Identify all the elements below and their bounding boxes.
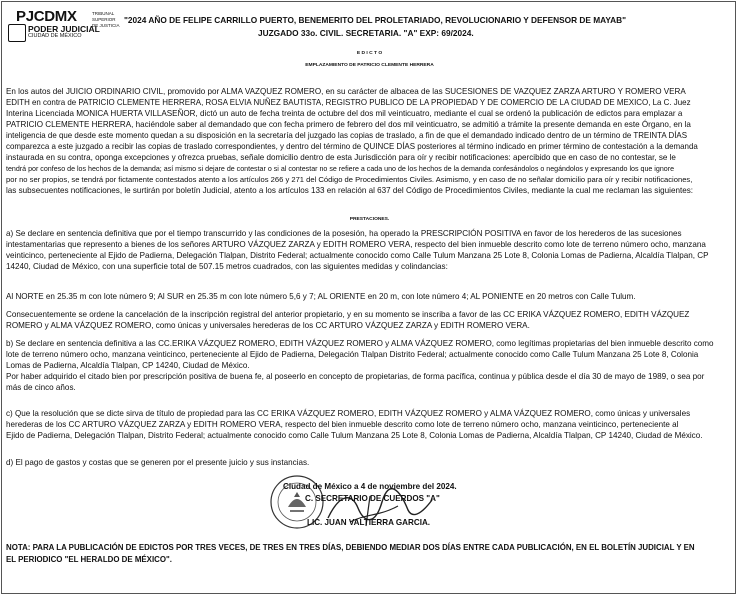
body-line: las subsecuentes notificaciones, le surtirán por boletín Judicial, atento a los artículos 133 en relación al 637 del Código de Procedimientos Civiles, mediante la cual me reclaman las siguientes: (6, 186, 694, 195)
para-b-line: b) Se declare en sentencia definitiva a las CC.ERIKA VÁZQUEZ ROMERO, EDITH VÁZQUEZ ROMERO y ALMA VÁZQUEZ ROMERO, como legítimas propietarias del bien inmueble descrito como (6, 339, 714, 348)
body-line: instaurada en su contra, oponga excepciones y ofrezca pruebas, señale domicilio dentro de esta Jurisdicción para oír y recibir notificaciones: apercibido que en caso de no contestar, se le (6, 153, 676, 162)
nota-line: NOTA: PARA LA PUBLICACIÓN DE EDICTOS POR TRES VECES, DE TRES EN TRES DÍAS, DEBIENDO MEDIAR DOS DÍAS ENTRE CADA PUBLICACIÓN, EN EL BOLETÍN JUDICIAL Y EN (6, 543, 695, 552)
para-c-line: c) Que la resolución que se dicte sirva de título de propiedad para las CC ERIKA VÁZQUEZ ROMERO, EDITH VÁZQUEZ ROMERO y ALMA VÁZQUEZ ROMERO, como únicas y universales (6, 409, 691, 418)
medidas-line: Al NORTE en 25.35 m con lote número 9; Al SUR en 25.35 m con lote número 5,6 y 7; AL ORIENTE en 20 m, con lote número 4; AL PONIENTE en 20 metros con Calle Tulum. (6, 292, 636, 301)
body-line: En los autos del JUICIO ORDINARIO CIVIL, promovido por ALMA VAZQUEZ ROMERO, en su carácter de albacea de las SUCESIONES DE VAZQUEZ ZARZA ARTURO Y ROMERO VERA (6, 87, 686, 96)
emplazamiento-title: EMPLAZAMIENTO DE PATRICIO CLEMENTE HERRERA (305, 63, 434, 68)
para-c-line: Ejido de Padierna, Delegación Tlalpan, Distrito Federal; actualmente conocido como Calle Tulum Manzana 25 Lote 8, Colonia Lomas de Padierna, Alcaldía Tlalpan, CP 14240, Ciudad de México. (6, 431, 703, 440)
para-d-line: d) El pago de gastos y costas que se generen por el presente juicio y sus instancias. (6, 458, 310, 467)
body-line: Interina Licenciada MONICA HUERTA VILLASEÑOR, dictó un auto de fecha treinta de octubre del dos mil veinticuatro, mediante el cual se ordenó la publicación de edictos para emplazar a (6, 109, 683, 118)
signature-date: Ciudad de México a 4 de noviembre del 2024. (283, 482, 457, 491)
body-line: EDITH en contra de PATRICIO CLEMENTE HERRERA, ROSA ELVIA NUÑEZ BAUTISTA, REGISTRO PUBLICO DE LA PROPIEDAD Y DE COMERCIO DE LA CIUDAD DE MEXICO, La C. Juez (6, 98, 691, 107)
pjcdmx-logo (6, 8, 118, 42)
logo-text: PJCDMX (16, 8, 77, 25)
consecuente-line: Consecuentemente se ordene la cancelación de la inscripción registral del anterior propietario, y en su momento se inscriba a favor de las CC ERIKA VÁZQUEZ ROMERO, EDITH VÁZQUEZ (6, 310, 690, 319)
prestaciones-title: PRESTACIONES. (349, 217, 390, 222)
logo-small-text: CIUDAD DE MÉXICO (28, 33, 82, 39)
body-line: por no ser propios, se tendrá por fictamente contestados atento a los artículos 266 y 271 del Código de Procedimientos Civiles. Asimismo, y en caso de no señalar domicilio para oír y recibir notificaciones, (6, 175, 693, 184)
year-motto: "2024 AÑO DE FELIPE CARRILLO PUERTO, BENEMERITO DEL PROLETARIADO, REVOLUCIONARIO Y DEFENSOR DE MAYAB" (124, 15, 627, 25)
para-a-line: 14240, Ciudad de México, con una superficie total de 507.15 metros cuadrados, con las siguientes medidas y colindancias: (6, 262, 448, 271)
para-c-line: herederas de los CC ARTURO VÁZQUEZ ZARZA y EDITH ROMERO VERA, respecto del bien inmueble descrito como lote de terreno número ocho, manzana veinticinco, perteneciente al (6, 420, 679, 429)
body-line: tendrá por confeso de los hechos de la demanda; así mismo si dejare de contestar o si al contestar no se refiere a cada uno de los hechos de la demanda confesándolos o negándolos y expresando los que ignore (6, 165, 675, 173)
court-emblem-icon (8, 24, 26, 42)
para-a-line: intestamentarias que represento a bienes de los señores ARTURO VÁZQUEZ ZARZA y EDITH ROMERO VERA, respecto del bien inmueble descrito como lote de terreno número ocho, manzana (6, 240, 706, 249)
court-line: JUZGADO 33o. CIVIL. SECRETARIA. "A" EXP: 69/2024. (258, 28, 474, 38)
consecuente-line: ROMERO y ALMA VÁZQUEZ ROMERO, como únicas y universales herederas de los CC ARTURO VÁZQUEZ ZARZA y EDITH ROMERO VERA. (6, 321, 530, 330)
para-b-line: Lomas de Padierna, Alcaldía Tlalpan, CP 14240, Ciudad de México. (6, 361, 250, 370)
body-line: inteligencia de que desde este momento quedan a su disposición en la secretaría del juzgado las copias de traslado, a fin de que el demandado indicado dentro de un término de TREINTA DÍAS (6, 131, 687, 140)
para-a-line: veinticinco, perteneciente al Ejido de Padierna, Delegación Tlalpan, Distrito Federal; actualmente conocido como Calle Tulum Manzana 25 Lote 8, Colonia Lomas de Padierna, Alcaldía Tlalpan, CP (6, 251, 709, 260)
logo-subtitle: PODER JUDICIAL (28, 24, 100, 34)
nota-line: EL PERIODICO "EL HERALDO DE MÉXICO". (6, 555, 172, 564)
signature-secretary: C. SECRETARIO DE CUERDOS "A" (305, 494, 440, 503)
body-line: comparezca a este juzgado a recibir las copias de traslado correspondientes, y dentro del término de QUINCE DÍAS posteriores al término indicado en primer término de contestación a la demanda (6, 142, 698, 151)
logo-tribunal-text: TRIBUNAL SUPERIOR DE JUSTICIA (92, 11, 120, 28)
para-a-line: a) Se declare en sentencia definitiva que por el tiempo transcurrido y las condiciones de la posesión, ha operado la PRESCRIPCIÓN POSITIVA en favor de los herederos de las sucesiones (6, 229, 682, 238)
para-b-line: lote de terreno número ocho, manzana veinticinco, perteneciente al Ejido de Padierna, Delegación Tlalpan Distrito Federal; actualmente conocido como Calle Tulum Manzana 25 Lote 8, Colonia (6, 350, 699, 359)
edicto-title: E D I C T O (356, 51, 383, 56)
signature-name: LIC. JUAN VALTIERRA GARCIA. (307, 518, 431, 527)
para-b-line: Por haber adquirido el citado bien por prescripción positiva de buena fe, al poseerlo en concepto de propietarias, de forma pacífica, continua y pública desde el día 30 de mayo de 1989, o sea por (6, 372, 705, 381)
body-line: PATRICIO CLEMENTE HERRERA, haciéndole saber al demandado que con fecha primero de febrero del dos mil veinticuatro, se admitió a trámite la presente demanda en este Órgano, en la (6, 120, 691, 129)
para-b-line: más de cinco años. (6, 383, 76, 392)
